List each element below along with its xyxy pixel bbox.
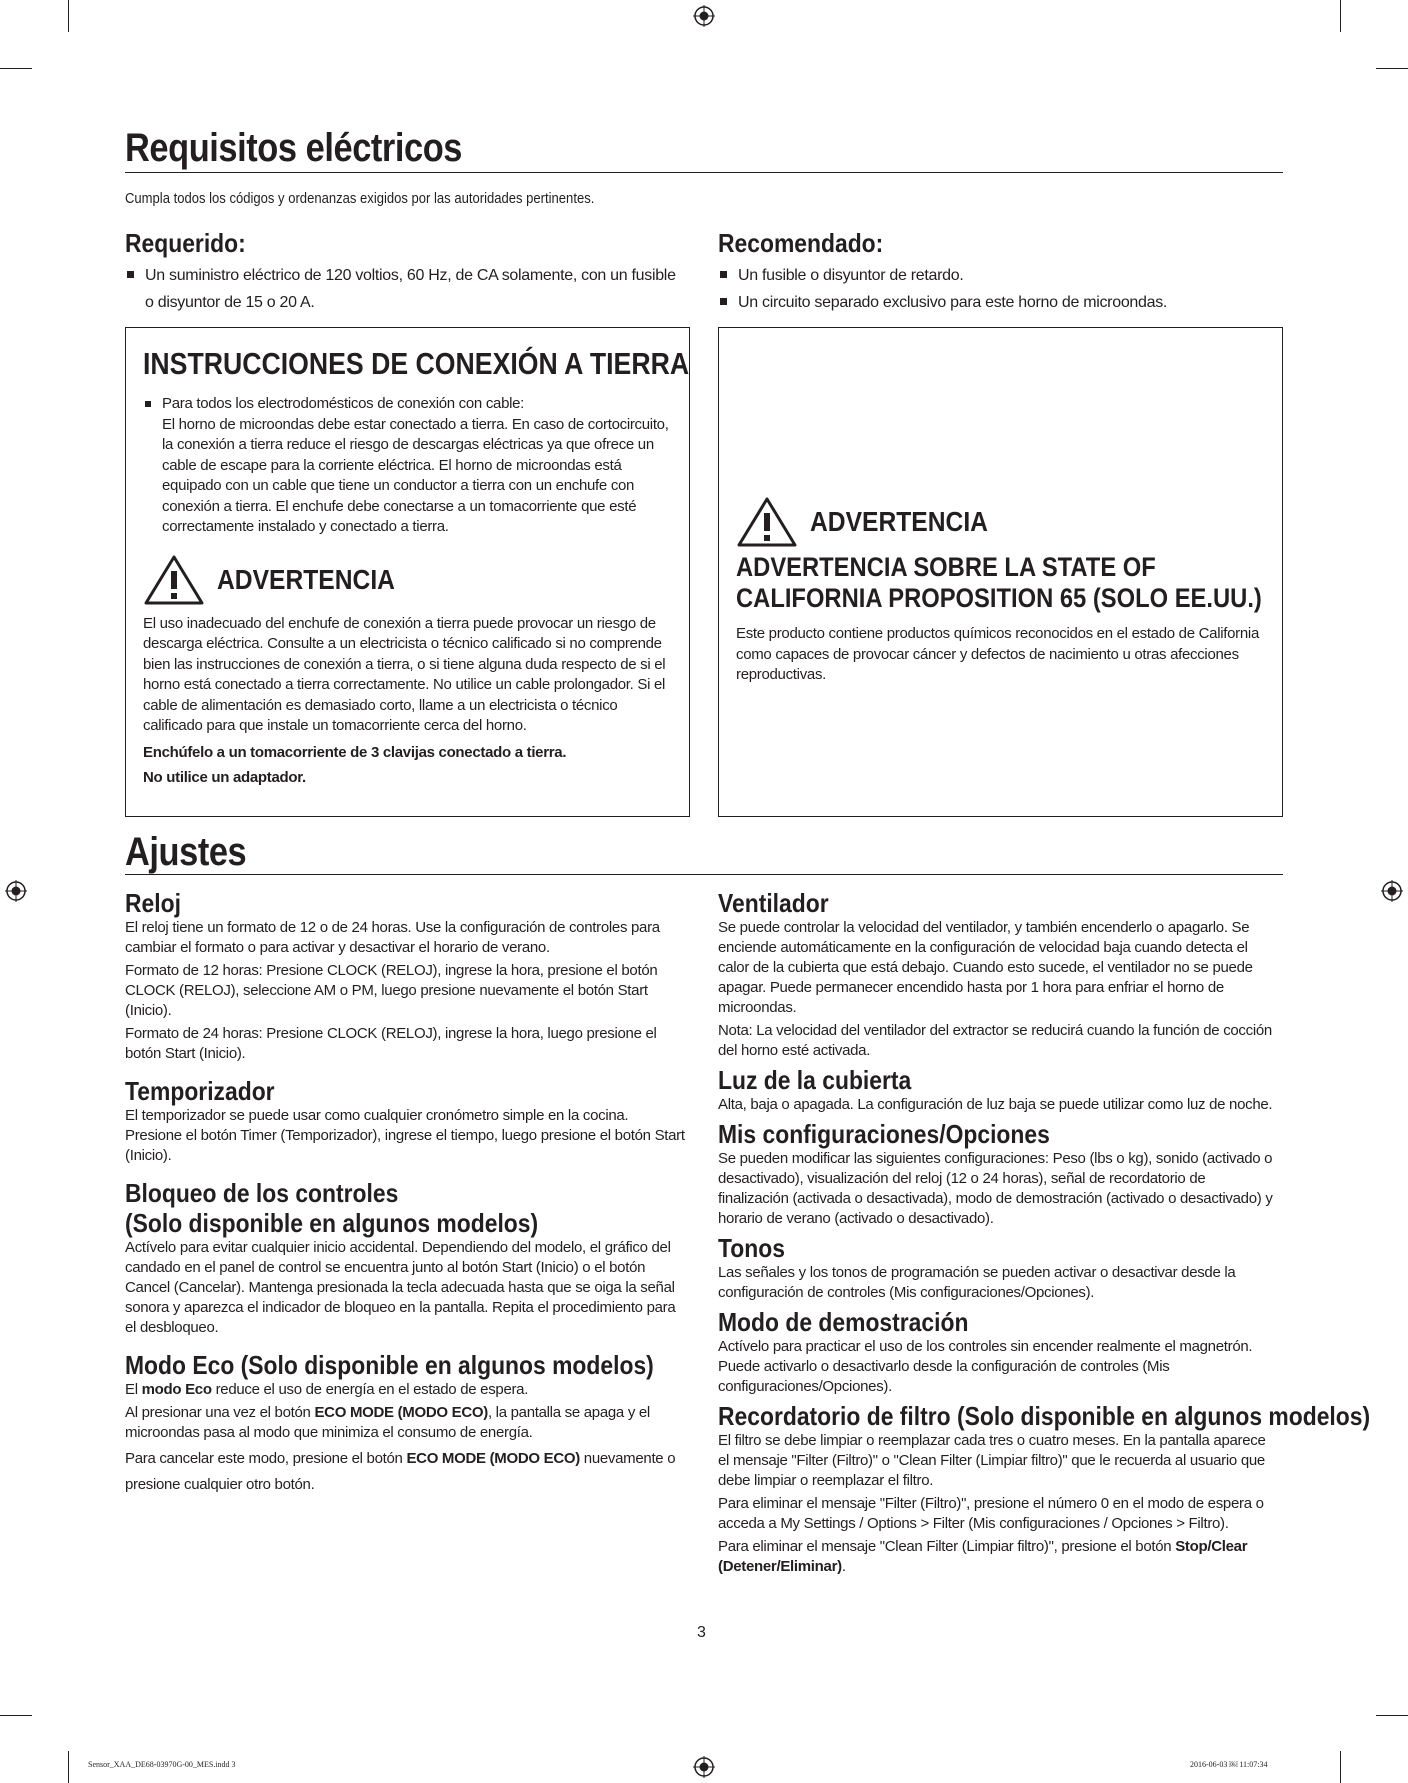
bullet-icon xyxy=(145,401,151,407)
light-section xyxy=(718,1065,1278,1115)
lock-title-line-2: (Solo disponible en algunos modelos) xyxy=(125,1208,539,1238)
lock-title-line-1: Bloqueo de los controles xyxy=(125,1178,399,1208)
filter-p1: El filtro se debe limpiar o reemplazar cada tres o cuatro meses. En la pantalla aparece el mensaje "Filter (Filtro)" o "Clean Filter (Limpiar filtro)" que le recuerda al usuario que debe limpiar o reemplazar el filtro. xyxy=(718,1432,1266,1489)
list-item-text: Un suministro eléctrico de 120 voltios, 60 Hz, de CA solamente, con un fusible o disyuntor de 15 o 20 A. xyxy=(145,267,676,311)
timer-p1: El temporizador se puede usar como cualquier cronómetro simple en la cocina. Presione el botón Timer (Temporizador), ingrese el tiempo, luego presione el botón Start (Inicio). xyxy=(125,1107,685,1164)
filter-p3: Para eliminar el mensaje "Clean Filter (Limpiar filtro)", presione el botón Stop/Clear (Detener/Eliminar). xyxy=(718,1538,1248,1575)
registration-mark-icon xyxy=(5,880,27,902)
clock-p3: Formato de 24 horas: Presione CLOCK (RELOJ), ingrese la hora, luego presione el botón Start (Inicio). xyxy=(125,1025,657,1062)
timer-title: Temporizador xyxy=(125,1076,275,1106)
prop65-box xyxy=(718,327,1283,817)
clock-p1: El reloj tiene un formato de 12 o de 24 horas. Use la configuración de controles para cambiar el formato o para activar y desactivar el horario de verano. xyxy=(125,919,660,956)
crop-mark xyxy=(0,1715,32,1716)
lock-p1: Actívelo para evitar cualquier inicio accidental. Dependiendo del modelo, el gráfico del candado en el panel de control se encuentra junto al botón Start (Inicio) o el botón Cancel (Cancelar). Mantenga presionada la tecla adecuada hasta que se oiga la señal sonora y aparezca el indicador de bloqueo en la pantalla. Repita el procedimiento para el desbloqueo. xyxy=(125,1239,676,1336)
lock-section xyxy=(125,1178,685,1338)
prop65-warning-label: ADVERTENCIA xyxy=(810,506,988,537)
crop-mark xyxy=(1376,68,1408,69)
crop-mark xyxy=(0,68,32,69)
mysettings-section xyxy=(718,1119,1278,1229)
mysettings-title: Mis configuraciones/Opciones xyxy=(718,1119,1050,1149)
clock-title: Reloj xyxy=(125,888,181,918)
list-item-text: Un fusible o disyuntor de retardo. xyxy=(738,267,964,284)
settings-rule xyxy=(125,874,1283,875)
crop-mark xyxy=(1340,0,1341,32)
tones-section xyxy=(718,1233,1278,1303)
registration-mark-icon xyxy=(693,1756,715,1778)
required-list xyxy=(125,262,685,316)
prop65-warning-header xyxy=(736,496,1265,548)
required-title: Requerido: xyxy=(125,228,246,258)
bullet-icon xyxy=(127,271,134,278)
bullet-icon xyxy=(720,298,727,305)
grounding-bullet-body: El horno de microondas debe estar conectado a tierra. En caso de cortocircuito, la conexión a tierra reduce el riesgo de descargas eléctricas ya que ofrece un cable de escape para la corriente eléctrica. El horno de microondas está equipado con un cable que tiene un conductor a tierra con un enchufe con conexión a tierra. El enchufe debe conectarse a un tomacorriente que esté correctamente instalado y conectado a tierra. xyxy=(162,415,669,535)
clock-section xyxy=(125,888,685,1064)
mysettings-p1: Se pueden modificar las siguientes configuraciones: Peso (lbs o kg), sonido (activado o desactivado), visualización del reloj (12 o 24 horas), señal de recordatorio de finalización (activada o desactivada), modo de demostración (activado o desactivado) y horario de verano (activado o desactivado). xyxy=(718,1150,1273,1227)
grounding-warning-text: El uso inadecuado del enchufe de conexión a tierra puede provocar un riesgo de descarga eléctrica. Consulte a un electricista o técnico calificado si no comprende bien las instrucciones de conexión a tierra, o si tiene alguna duda respecto de si el horno está conectado a tierra correctamente. No utilice un cable prolongador. Si el cable de alimentación es demasiado corto, llame a un electricista o técnico calificado para que instale un tomacorriente cerca del horno. xyxy=(143,614,666,734)
list-item xyxy=(718,289,1278,316)
clock-p2: Formato de 12 horas: Presione CLOCK (RELOJ), ingrese la hora, presione el botón CLOCK (RELOJ), seleccione AM o PM, luego presione nuevamente el botón Start (Inicio). xyxy=(125,962,658,1019)
tones-p1: Las señales y los tonos de programación se pueden activar o desactivar desde la configuración de controles (Mis configuraciones/Opciones). xyxy=(718,1264,1236,1301)
crop-mark xyxy=(1376,1715,1408,1716)
registration-mark-icon xyxy=(693,5,715,27)
intro-text: Cumpla todos los códigos y ordenanzas exigidos por las autoridades pertinentes. xyxy=(125,191,595,207)
light-title: Luz de la cubierta xyxy=(718,1065,912,1095)
settings-right-column xyxy=(718,888,1371,1580)
demo-p1: Actívelo para practicar el uso de los controles sin encender realmente el magnetrón. Puede activarlo o desactivarlo desde la configuración de controles (Mis configuraciones/Opciones). xyxy=(718,1338,1253,1395)
fan-section xyxy=(718,888,1278,1061)
settings-title: Ajustes xyxy=(125,830,247,874)
grounding-title: INSTRUCCIONES DE CONEXIÓN A TIERRA xyxy=(143,346,690,381)
required-section xyxy=(125,228,685,316)
light-p1: Alta, baja o apagada. La configuración de luz baja se puede utilizar como luz de noche. xyxy=(718,1096,1273,1113)
filter-title: Recordatorio de filtro (Solo disponible en algunos modelos) xyxy=(718,1401,1371,1431)
recommended-title: Recomendado: xyxy=(718,228,884,258)
page-number: 3 xyxy=(697,1624,706,1641)
demo-title: Modo de demostración xyxy=(718,1307,969,1337)
grounding-bold-line-2: No utilice un adaptador. xyxy=(143,769,306,786)
filter-section xyxy=(718,1401,1371,1577)
prop65-title-line-2: CALIFORNIA PROPOSITION 65 (SOLO EE.UU.) xyxy=(736,583,1262,613)
footer-slug-left: Sensor_XAA_DE68-03970G-00_MES.indd 3 xyxy=(88,1760,236,1769)
page-title: Requisitos eléctricos xyxy=(125,126,463,170)
eco-section xyxy=(125,1350,685,1498)
title-rule xyxy=(125,172,1283,173)
registration-mark-icon xyxy=(1381,880,1403,902)
eco-p1: El modo Eco reduce el uso de energía en el estado de espera. xyxy=(125,1381,529,1398)
grounding-bullet-intro: Para todos los electrodomésticos de conexión con cable: xyxy=(162,395,525,412)
grounding-bullet xyxy=(143,394,672,538)
eco-title: Modo Eco (Solo disponible en algunos modelos) xyxy=(125,1350,654,1380)
list-item-text: Un circuito separado exclusivo para este horno de microondas. xyxy=(738,294,1168,311)
grounding-box xyxy=(125,327,690,817)
crop-mark xyxy=(68,0,69,32)
warning-triangle-icon xyxy=(736,496,798,548)
timer-section xyxy=(125,1076,685,1166)
grounding-warning-header xyxy=(143,554,672,606)
tones-title: Tonos xyxy=(718,1233,785,1263)
fan-title: Ventilador xyxy=(718,888,829,918)
grounding-bold-line-1: Enchúfelo a un tomacorriente de 3 clavijas conectado a tierra. xyxy=(143,743,567,761)
eco-p2: Al presionar una vez el botón ECO MODE (MODO ECO), la pantalla se apaga y el microondas pasa al modo que minimiza el consumo de energía. xyxy=(125,1404,650,1441)
eco-p3: Para cancelar este modo, presione el botón ECO MODE (MODO ECO) nuevamente o presione cualquier otro botón. xyxy=(125,1450,676,1493)
settings-left-column xyxy=(125,888,685,1501)
demo-section xyxy=(718,1307,1278,1397)
grounding-warning-label: ADVERTENCIA xyxy=(217,563,395,595)
recommended-section xyxy=(718,228,1278,316)
prop65-title-line-1: ADVERTENCIA SOBRE LA STATE OF xyxy=(736,552,1156,582)
prop65-text: Este producto contiene productos químicos reconocidos en el estado de California como capaces de provocar cáncer y defectos de nacimiento u otras afecciones reproductivas. xyxy=(736,625,1259,683)
fan-p2: Nota: La velocidad del ventilador del extractor se reducirá cuando la función de cocción del horno esté activada. xyxy=(718,1022,1272,1059)
list-item xyxy=(125,262,685,316)
bullet-icon xyxy=(720,271,727,278)
crop-mark xyxy=(1340,1751,1341,1783)
filter-p2: Para eliminar el mensaje "Filter (Filtro)", presione el número 0 en el modo de espera o acceda a My Settings / Options > Filter (Mis configuraciones / Opciones > Filtro). xyxy=(718,1495,1264,1532)
crop-mark xyxy=(68,1751,69,1783)
footer-slug-right: 2016-06-03 ￼ 11:07:34 xyxy=(1190,1760,1268,1769)
recommended-list xyxy=(718,262,1278,316)
list-item xyxy=(718,262,1278,289)
fan-p1: Se puede controlar la velocidad del ventilador, y también encenderlo o apagarlo. Se enciende automáticamente en la configuración de velocidad baja cuando detecta el calor de la cubierta que está debajo. Cuando esto sucede, el ventilador no se puede apagar. Puede permanecer encendido hasta por 1 hora para enfriar el horno de microondas. xyxy=(718,919,1253,1016)
warning-triangle-icon xyxy=(143,554,205,606)
